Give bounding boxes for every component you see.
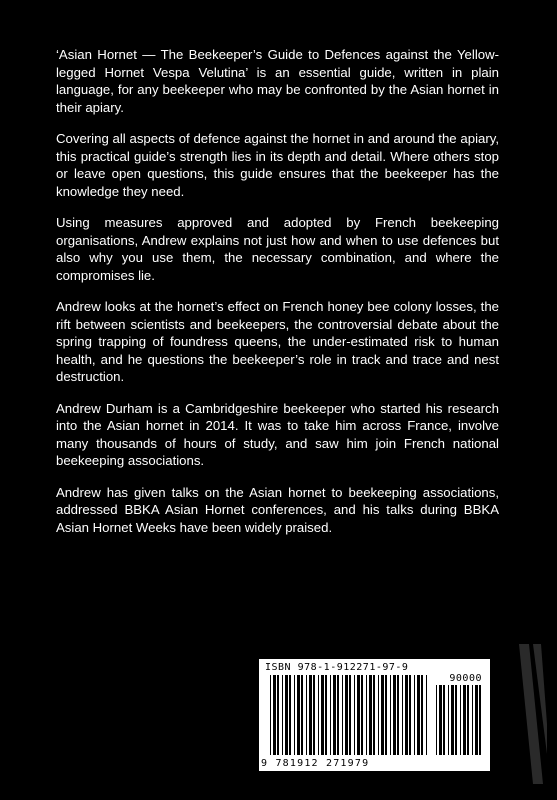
barcode-bar: [282, 675, 283, 755]
barcode-bar: [463, 685, 466, 755]
barcode-bar: [294, 675, 295, 755]
barcode-bar: [451, 685, 454, 755]
blurb-paragraph-1: ‘Asian Hornet — The Beekeeper’s Guide to Defences against the Yellow-legged Hornet Vespa Velutina’ is an essential guide, written in plain language, for any beekeeper who may be confronted by the Asian hornet in their apiary.: [56, 47, 499, 115]
barcode-bar: [369, 675, 372, 755]
bee-stripe-mark: [519, 644, 547, 784]
barcode-bar: [409, 675, 411, 755]
barcode-bar: [349, 675, 351, 755]
barcode-bar: [417, 675, 420, 755]
barcode-bar: [342, 675, 343, 755]
barcode-digits: 9 781912 271979: [261, 758, 370, 769]
barcode-bar: [277, 675, 279, 755]
isbn-barcode: [259, 659, 490, 771]
barcode-bar: [405, 675, 408, 755]
barcode-bar: [270, 675, 271, 755]
blurb-paragraph-3: Using measures approved and adopted by French beekeeping organisations, Andrew explains not just how and when to use defences but also why you use them, the necessary combination, and where the compromises lie.: [56, 215, 499, 283]
barcode-bar: [337, 675, 339, 755]
barcode-bar: [373, 675, 375, 755]
barcode-bar: [378, 675, 379, 755]
barcode-bar: [460, 685, 461, 755]
barcode-bar: [385, 675, 387, 755]
barcode-bar: [448, 685, 449, 755]
isbn-label: ISBN 978-1-912271-97-9: [265, 662, 409, 673]
barcode-bar: [306, 675, 307, 755]
barcode-bar: [426, 675, 427, 755]
barcode-bar: [402, 675, 403, 755]
price-code: 90000: [449, 673, 482, 684]
blurb-paragraph-4: Andrew looks at the hornet’s effect on French honey bee colony losses, the rift between scientists and beekeepers, the controversial debate about the spring trapping of foundress queens, the under-estimated risk to human health, and he questions the beekeeper’s role in track and trace and nest destruction.: [56, 299, 499, 384]
barcode-bar: [330, 675, 331, 755]
barcode-addon-bars: [435, 685, 481, 755]
barcode-bar: [309, 675, 312, 755]
barcode-bar: [313, 675, 315, 755]
barcode-bar: [297, 675, 300, 755]
barcode-bar: [455, 685, 457, 755]
barcode-bar: [397, 675, 399, 755]
barcode-bar: [467, 685, 469, 755]
barcode-bar: [475, 685, 478, 755]
barcode-bar: [366, 675, 367, 755]
barcode-bar: [443, 685, 445, 755]
barcode-bar: [285, 675, 288, 755]
barcode-bar: [273, 675, 276, 755]
barcode-bar: [421, 675, 423, 755]
barcode-bar: [439, 685, 442, 755]
barcode-bar: [357, 675, 360, 755]
barcode-bar: [289, 675, 291, 755]
blurb-text: [56, 46, 499, 550]
blurb-paragraph-5: Andrew Durham is a Cambridgeshire beekeeper who started his research into the Asian hornet in 2014. It was to take him across France, involve many thousands of hours of study, and saw him join French national beekeeping associations.: [56, 400, 499, 468]
barcode-bar: [381, 675, 384, 755]
barcode-bar: [390, 675, 391, 755]
barcode-bar: [472, 685, 473, 755]
barcode-bar: [318, 675, 319, 755]
barcode-bars: [269, 675, 429, 755]
barcode-bar: [345, 675, 348, 755]
barcode-bar: [414, 675, 415, 755]
barcode-bar: [325, 675, 327, 755]
barcode-bar: [479, 685, 481, 755]
barcode-bar: [321, 675, 324, 755]
blurb-paragraph-6: Andrew has given talks on the Asian hornet to beekeeping associations, addressed BBKA Asian Hornet conferences, and his talks during BBKA Asian Hornet Weeks have been widely praised.: [56, 484, 499, 535]
barcode-bar: [393, 675, 396, 755]
barcode-bar: [354, 675, 355, 755]
barcode-bar: [436, 685, 437, 755]
blurb-paragraph-2: Covering all aspects of defence against the hornet in and around the apiary, this practical guide’s strength lies in its depth and detail. Where others stop or leave open questions, this guide ensures that the beekeeper has the knowledge they need.: [56, 131, 499, 199]
barcode-bar: [333, 675, 336, 755]
barcode-bar: [361, 675, 363, 755]
barcode-bar: [301, 675, 303, 755]
